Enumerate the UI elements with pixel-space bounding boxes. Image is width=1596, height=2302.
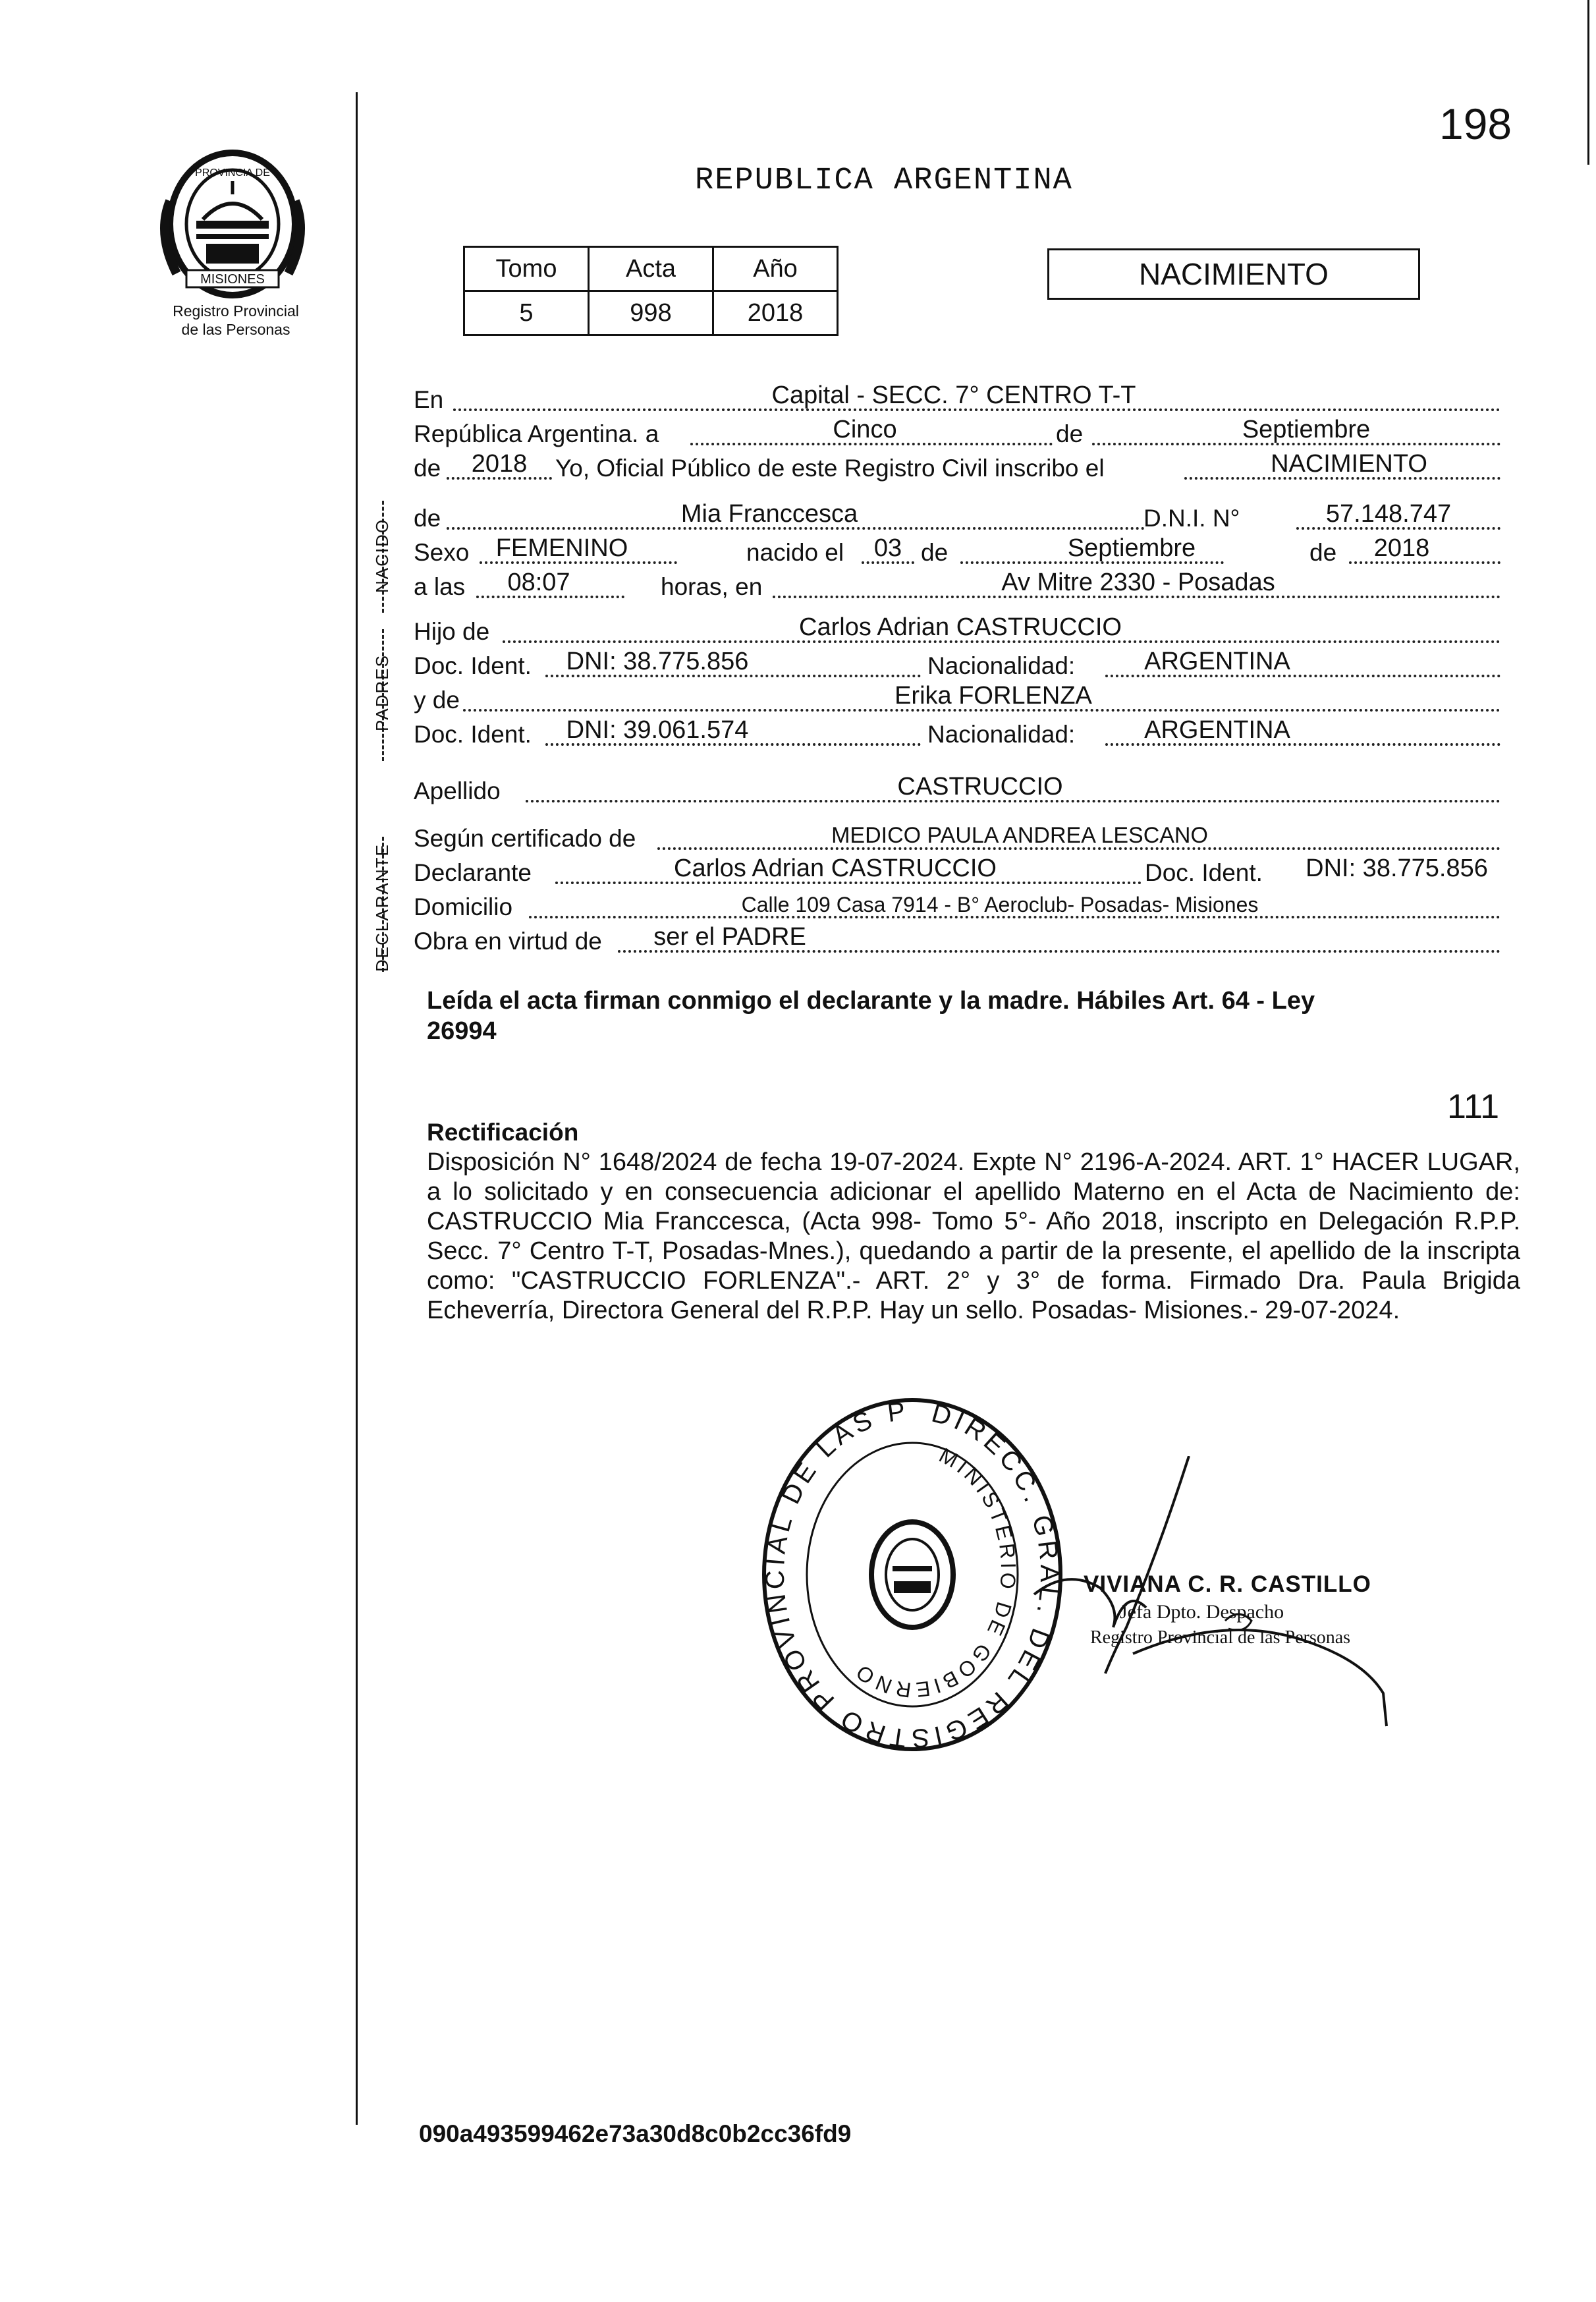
label-republica: República Argentina. a [414,420,659,447]
value-anio: 2018 [471,450,528,478]
table-header-acta: Acta [589,247,713,291]
label-nacido-el: nacido el [746,539,844,566]
value-padre-nacionalidad: ARGENTINA [1144,648,1290,675]
rectification-title: Rectificación [427,1119,579,1146]
value-mes-nacimiento: Septiembre [1067,534,1196,562]
value-certificado: MEDICO PAULA ANDREA LESCANO [831,823,1208,848]
row-hijo-de [414,614,1494,647]
seal-inner-text: MINISTERIO DE GOBIERNO [849,1443,1021,1702]
logo-text-top: PROVINCIA DE [195,167,270,179]
row-nacido-nombre [414,501,1494,534]
value-lugar: Capital - SECC. 7° CENTRO T-T [771,381,1136,409]
label-sexo: Sexo [414,539,470,566]
value-tipo-inscripcion: NACIMIENTO [1271,450,1427,478]
label-hijo-de: Hijo de [414,618,490,645]
value-anio-nacimiento: 2018 [1373,534,1430,562]
logo-caption-line2: de las Personas [181,321,290,338]
official-seal-stamp [754,1393,1070,1762]
value-declarante: Carlos Adrian CASTRUCCIO [674,855,997,882]
section-label-padres: PADRES [372,654,392,731]
value-domicilio: Calle 109 Casa 7914 - B° Aeroclub- Posadas- Misiones [741,893,1259,916]
value-nombre-nacido: Mia Franccesca [680,500,858,528]
label-declarante: Declarante [414,859,532,886]
logo-caption [150,302,321,339]
value-sexo: FEMENINO [495,534,628,562]
table-header-tomo: Tomo [464,247,589,291]
value-madre-doc: DNI: 39.061.574 [566,716,749,744]
value-mes: Septiembre [1242,416,1371,443]
label-horas-en: horas, en [661,573,763,600]
record-reference-table [463,246,839,336]
label-anio-de: de [414,455,441,482]
label-certificado: Según certificado de [414,825,636,852]
marginal-note-number: 111 [1447,1088,1500,1126]
label-apellido: Apellido [414,777,501,804]
label-a-las: a las [414,573,466,600]
label-domicilio: Domicilio [414,893,513,920]
section-label-declarante: DECLARANTE [372,843,392,972]
value-dia: Cinco [833,416,897,443]
margin-line [356,92,358,2125]
label-nacido-de3: de [1309,539,1337,566]
label-padre-doc: Doc. Ident. [414,652,532,679]
page-number: 198 [1439,99,1512,148]
label-padre-nacionalidad: Nacionalidad: [927,652,1076,679]
row-lugar [414,382,1494,415]
label-oficial: Yo, Oficial Público de este Registro Civil inscribo el [555,455,1105,482]
closing-line1: Leída el acta firman conmigo el declarante y la madre. Hábiles Art. 64 - Ley [427,987,1315,1015]
value-declarante-doc: DNI: 38.775.856 [1306,855,1488,882]
row-padre-doc [414,648,1494,681]
table-header-anio: Año [713,247,838,291]
label-declarante-doc: Doc. Ident. [1145,859,1263,886]
value-padre: Carlos Adrian CASTRUCCIO [799,613,1122,641]
closing-line2: 26994 [427,1017,497,1045]
value-madre: Erika FORLENZA [894,682,1092,710]
value-madre-nacionalidad: ARGENTINA [1144,716,1290,744]
label-madre-nacionalidad: Nacionalidad: [927,721,1076,748]
label-obra: Obra en virtud de [414,928,602,955]
value-apellido: CASTRUCCIO [897,773,1063,800]
row-nacido-sexo [414,535,1494,568]
row-y-de [414,683,1494,716]
row-nacido-hora [414,569,1494,602]
value-dia-nacimiento: 03 [873,534,902,562]
section-label-nacido: NACIDO [372,518,392,593]
country-title: REPUBLICA ARGENTINA [695,163,1073,198]
row-apellido [414,773,1494,806]
row-declarante [414,855,1494,888]
label-nacido-de2: de [921,539,949,566]
label-en: En [414,386,444,413]
signatory-name: VIVIANA C. R. CASTILLO [1084,1571,1371,1597]
value-hora: 08:07 [507,569,570,596]
value-padre-doc: DNI: 38.775.856 [566,648,749,675]
label-nacido-de: de [414,505,441,532]
row-certificado [414,821,1494,854]
table-value-tomo: 5 [464,291,589,335]
value-dni-nacido: 57.148.747 [1325,500,1452,528]
svg-text:MINISTERIO DE GOBIERNO [849,1443,1020,1702]
closing-statement [427,986,1487,1046]
value-lugar-nacimiento: Av Mitre 2330 - Posadas [1001,569,1275,596]
provincial-coat-of-arms-logo [157,148,308,300]
right-edge-line [1587,0,1589,165]
row-fecha-acta [414,416,1494,449]
table-value-anio: 2018 [713,291,838,335]
row-domicilio [414,889,1494,922]
seal-outer-text: DIRECC. GRAL. DEL REGISTRO PROVINCIAL DE LAS P [760,1396,1064,1753]
rectification-text: Disposición N° 1648/2024 de fecha 19-07-2024. Expte N° 2196-A-2024. ART. 1° HACER LUGAR, a lo solicitado y en consecuencia adicionar el apellido Materno en el Acta de Nacimiento de: CASTRUCCIO Mia Franccesca, (Acta 998- Tomo 5°- Año 2018, inscripto en Delegación R.P.P. Secc. 7° Centro T-T, Posadas-Mnes.), quedando a partir de la presente, el apellido de la inscripta como: "CASTRUCCIO FORLENZA".- ART. 2° y 3° de forma. Firmado Dra. Paula Brigida Echeverría, Directora General del R.P.P. Hay un sello. Posadas- Misiones.- 29-07-2024. [427,1148,1520,1324]
label-de: de [1056,420,1084,447]
document-hash: 090a493599462e73a30d8c0b2cc36fd9 [419,2120,852,2147]
row-oficial [414,451,1494,484]
label-madre-doc: Doc. Ident. [414,721,532,748]
row-obra [414,924,1494,957]
signatory-role: Jefa Dpto. Despacho [1120,1601,1284,1623]
logo-caption-line1: Registro Provincial [173,302,299,320]
label-dni: D.N.I. N° [1143,505,1240,532]
row-madre-doc [414,717,1494,750]
table-value-acta: 998 [589,291,713,335]
logo-text-bottom: MISIONES [200,272,265,287]
value-obra: ser el PADRE [653,923,806,951]
record-type-box: NACIMIENTO [1047,248,1420,300]
label-y-de: y de [414,687,460,714]
signatory-organization: Registro Provincial de las Personas [1090,1627,1351,1648]
